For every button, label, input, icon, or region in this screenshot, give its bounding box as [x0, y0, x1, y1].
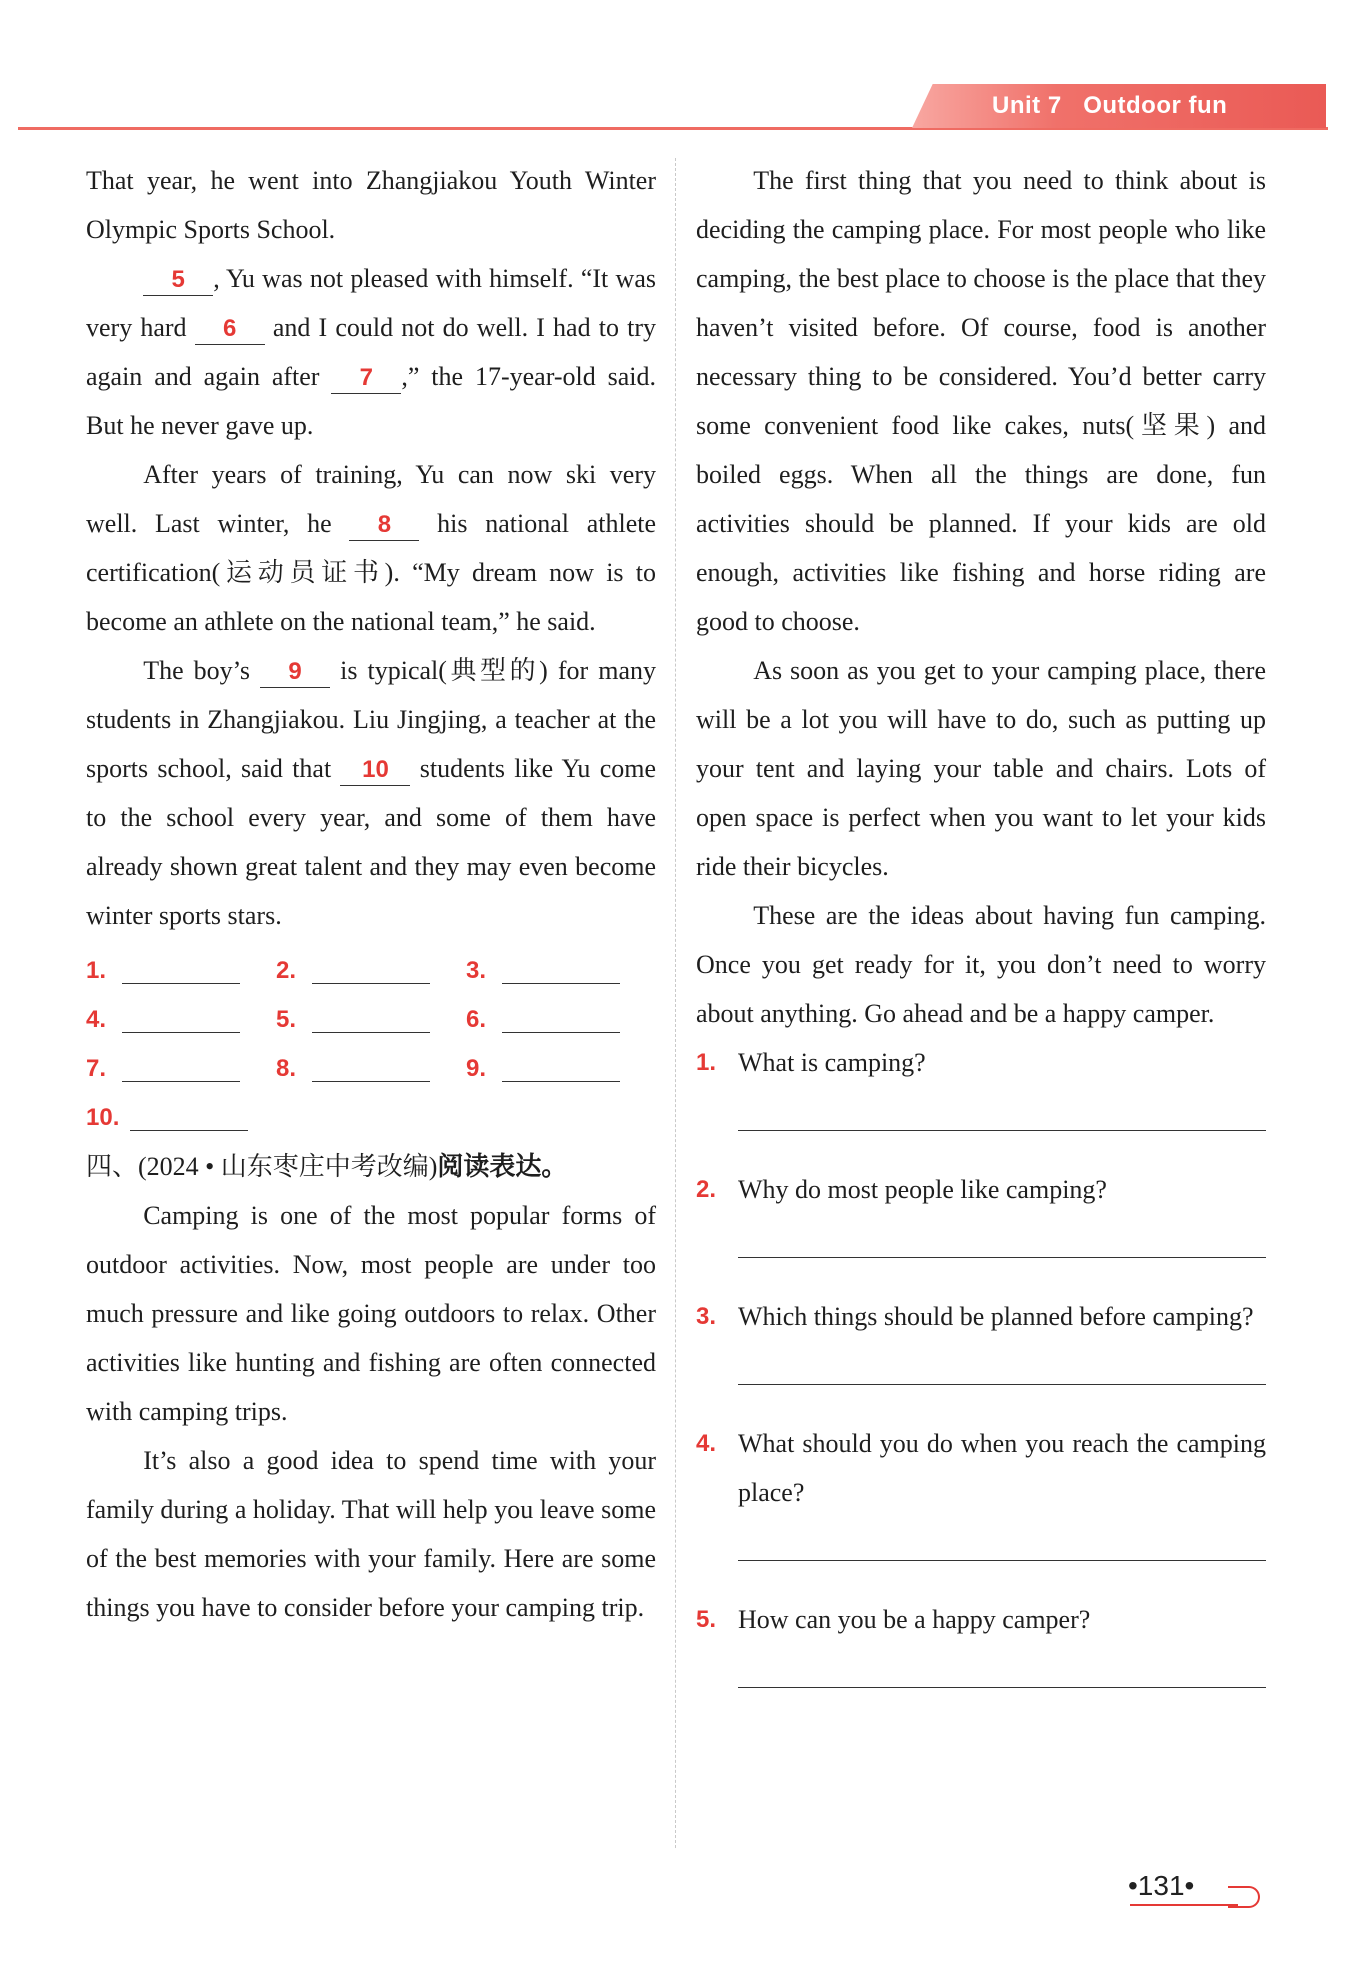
answer-number: 8.: [276, 1054, 297, 1082]
question-text: How can you be a happy camper?: [738, 1605, 1091, 1634]
answer-cell[interactable]: [466, 1055, 656, 1083]
answer-number: 10.: [86, 1103, 120, 1131]
paragraph: Camping is one of the most popular forms of outdoor activities. Now, most people are under too much pressure and like going outdoors to relax. Other activities like hunting and fishing are often connected with camping trips.: [86, 1201, 656, 1426]
blank-9[interactable]: 9: [260, 657, 330, 688]
question-number: 2.: [696, 1176, 717, 1203]
paragraph: The first thing that you need to think about is deciding the camping place. For most people who like camping, the best place to choose is the place that they haven’t visited before. Of course, food is another necessary thing to be considered. You’d better carry some convenient food like cakes, nuts(坚果) and boiled eggs. When all the things are done, fun activities should be planned. If your kids are old enough, activities like fishing and horse riding are good to choose.: [696, 166, 1266, 636]
text-run: his national athlete certification(运动员证书). “My dream now is to become an athlete on the national team,” he said.: [86, 509, 656, 636]
answer-line[interactable]: [122, 957, 240, 984]
section-prefix: 四、(2024 • 山东枣庄中考改编): [86, 1152, 438, 1181]
question-number: 1.: [696, 1049, 717, 1076]
answer-line[interactable]: [738, 1383, 1266, 1385]
answer-number: 3.: [466, 956, 487, 984]
text-run: students like Yu come to the school every year, and some of them have already shown great talent and they may even become winter sports stars.: [86, 754, 656, 930]
answer-line[interactable]: [130, 1104, 248, 1131]
answer-cell[interactable]: [276, 1006, 466, 1034]
question-text: What should you do when you reach the camping place?: [738, 1429, 1266, 1507]
answer-number: 7.: [86, 1054, 107, 1082]
answer-cell[interactable]: [86, 1055, 276, 1083]
question: [696, 1595, 1266, 1644]
paragraph: That year, he went into Zhangjiakou Youth Winter Olympic Sports School.: [86, 166, 656, 244]
unit-header: [992, 88, 1227, 124]
answer-line[interactable]: [122, 1006, 240, 1033]
question: [696, 1419, 1266, 1517]
question-number: 3.: [696, 1303, 717, 1330]
text-run: , Yu was not pleased with himself. “It was very hard: [86, 264, 656, 342]
text-run: The boy’s: [143, 656, 261, 685]
answer-number: 9.: [466, 1054, 487, 1082]
answer-line[interactable]: [738, 1256, 1266, 1258]
unit-title: Outdoor fun: [1083, 92, 1228, 119]
left-column: [86, 156, 656, 1632]
page-corner-hook: [1228, 1886, 1260, 1908]
column-divider: [675, 158, 676, 1848]
question: [696, 1165, 1266, 1214]
answer-cell[interactable]: [86, 1006, 276, 1034]
section-title: [86, 1142, 656, 1191]
text-run: ,” the 17-year-old said. But he never gave up.: [86, 362, 656, 440]
paragraph: [86, 450, 656, 646]
blank-8[interactable]: 8: [349, 510, 419, 541]
question-number: 4.: [696, 1430, 717, 1457]
paragraph: It’s also a good idea to spend time with your family during a holiday. That will help you leave some of the best memories with your family. Here are some things you have to consider before your camping trip.: [86, 1446, 656, 1622]
right-column: [696, 156, 1266, 1722]
answer-row: [86, 995, 656, 1044]
paragraph: These are the ideas about having fun camping. Once you get ready for it, you don’t need to worry about anything. Go ahead and be a happy camper.: [696, 901, 1266, 1028]
answer-cell[interactable]: [466, 957, 656, 985]
answer-number: 4.: [86, 1005, 107, 1033]
answer-line[interactable]: [502, 1055, 620, 1082]
blank-10[interactable]: 10: [340, 755, 410, 786]
page-number-underline: [1130, 1904, 1238, 1906]
answer-line[interactable]: [312, 957, 430, 984]
answer-grid: [86, 946, 656, 1142]
answer-line[interactable]: [738, 1686, 1266, 1688]
answer-cell[interactable]: [466, 1006, 656, 1034]
answer-number: 5.: [276, 1005, 297, 1033]
question: [696, 1038, 1266, 1087]
question-text: Why do most people like camping?: [738, 1175, 1107, 1204]
page-number: •131•: [1128, 1870, 1195, 1901]
answer-number: 1.: [86, 956, 107, 984]
text-run: is typical(典型的) for many students in Zhangjiakou. Liu Jingjing, a teacher at the sports school, said that: [86, 656, 656, 783]
answer-number: 6.: [466, 1005, 487, 1033]
paragraph: [86, 254, 656, 450]
answer-line[interactable]: [122, 1055, 240, 1082]
answer-cell[interactable]: [86, 1104, 276, 1132]
answer-cell[interactable]: [86, 957, 276, 985]
unit-label: Unit 7: [992, 92, 1062, 119]
section-heading: 阅读表达。: [437, 1152, 568, 1181]
answer-line[interactable]: [312, 1006, 430, 1033]
blank-7[interactable]: 7: [331, 363, 401, 394]
answer-row: [86, 1044, 656, 1093]
blank-5[interactable]: 5: [143, 265, 213, 296]
answer-line[interactable]: [738, 1559, 1266, 1561]
question: [696, 1292, 1266, 1341]
answer-line[interactable]: [502, 1006, 620, 1033]
question-text: Which things should be planned before camping?: [738, 1302, 1254, 1331]
answer-cell[interactable]: [276, 1055, 466, 1083]
text-run: After years of training, Yu can now ski very well. Last winter, he: [86, 460, 656, 538]
answer-number: 2.: [276, 956, 297, 984]
paragraph: As soon as you get to your camping place, there will be a lot you will have to do, such as putting up your tent and laying your table and chairs. Lots of open space is perfect when you want to let your kids ride their bicycles.: [696, 656, 1266, 881]
answer-cell[interactable]: [276, 957, 466, 985]
paragraph: [86, 646, 656, 940]
answer-line[interactable]: [312, 1055, 430, 1082]
blank-6[interactable]: 6: [195, 314, 265, 345]
answer-line[interactable]: [738, 1129, 1266, 1131]
answer-row: [86, 946, 656, 995]
answer-row: [86, 1093, 656, 1142]
text-run: and I could not do well. I had to try again and again after: [86, 313, 656, 391]
question-number: 5.: [696, 1606, 717, 1633]
answer-line[interactable]: [502, 957, 620, 984]
question-text: What is camping?: [738, 1048, 926, 1077]
